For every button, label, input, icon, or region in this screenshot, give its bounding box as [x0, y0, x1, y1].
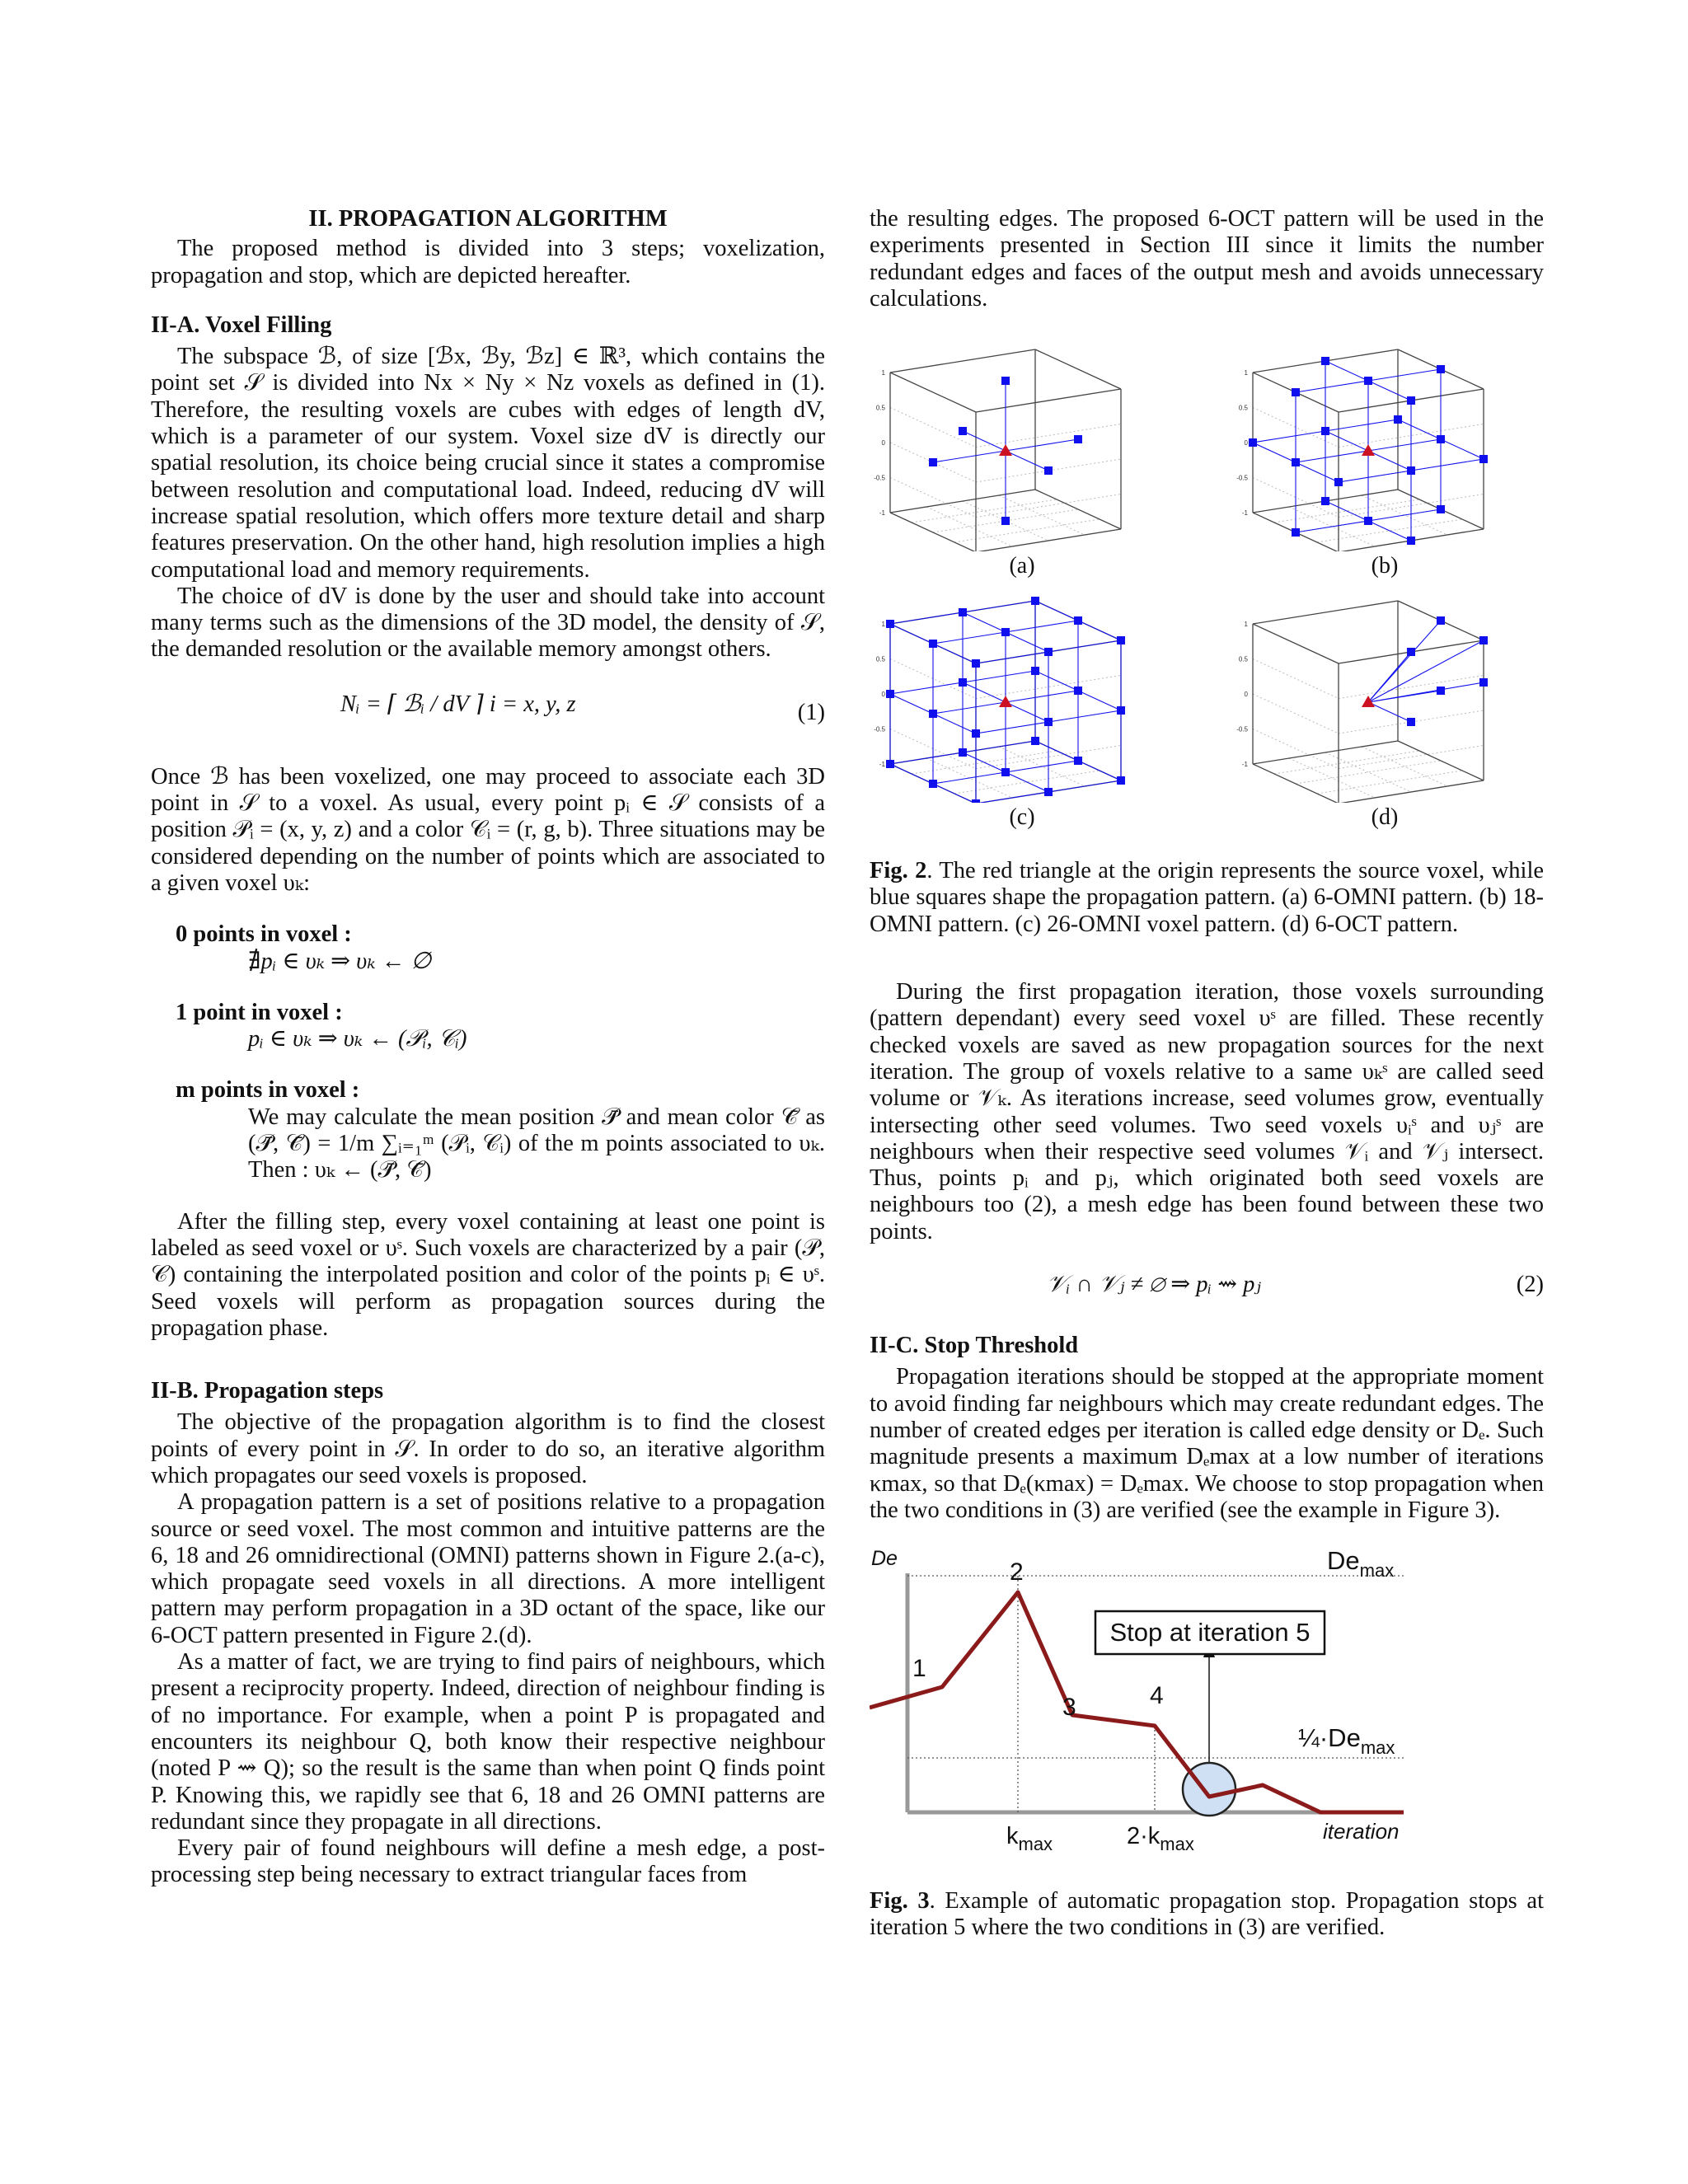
blue-voxel-marker — [929, 710, 937, 718]
figure-2 — [870, 345, 1544, 848]
grid-line — [1253, 729, 1339, 769]
subsection-c-title: II-C. Stop Threshold — [870, 1333, 1079, 1359]
paragraph-a1: The subspace ℬ, of size [ℬx, ℬy, ℬz] ∈ ℝ³, which contains the point set 𝒮 is divided into Nx × Ny × Nz voxels as defined in (1). Therefore, the resulting voxels are cubes with edges of length dV, which is a parameter of our system. Voxel size dV is directly our spatial resolution, its choice being crucial since it states a compromise between resolution and computational load. Indeed, reducing dV will increase spatial resolution, which offers more texture detail and sharp features preservation. On the other hand, high resolution implies a high computational load and memory requirements. — [151, 344, 825, 583]
paragraph-c1: Propagation iterations should be stopped at the appropriate moment to avoid finding far neighbours which may create redundant edges. The number of created edges per iteration is called edge density or Dₑ. Such magnitude presents a maximum Dₑmax at a low number of iterations κmax, so that Dₑ(κmax) = Dₑmax. We choose to stop propagation when the two conditions in (3) are verified (see the example in Figure 3). — [870, 1364, 1544, 1523]
pattern-link — [1006, 439, 1078, 451]
figure-3-plot — [870, 1540, 1544, 1878]
pattern-link — [1325, 419, 1398, 431]
z-tick-label: -1 — [1241, 761, 1248, 769]
pattern-link — [963, 431, 1006, 451]
blue-voxel-marker — [1031, 597, 1039, 605]
blue-voxel-marker — [1407, 718, 1415, 726]
blue-voxel-marker — [972, 729, 980, 738]
fig3-point-label-1: 1 — [912, 1655, 926, 1683]
figure-2a-plot — [870, 345, 1142, 551]
blue-voxel-marker — [1364, 517, 1372, 525]
z-tick-label: -1 — [879, 761, 885, 769]
grid-line — [999, 495, 1085, 535]
blue-voxel-marker — [1044, 648, 1053, 656]
figure-2d-label: (d) — [1371, 804, 1399, 831]
paragraph-a4: After the filling step, every voxel containing at least one point is labeled as seed voxel or υˢ. Such voxels are characterized by a pair (𝒫, 𝒞) containing the interpolated position and color of the points pᵢ ∈ υˢ. Seed voxels will perform as propagation sources during the propagation phase. — [151, 1208, 825, 1341]
fig3-2kmax-sub: max — [1160, 1834, 1194, 1855]
blue-voxel-marker — [959, 608, 967, 616]
fig3-point-label-4: 4 — [1150, 1682, 1164, 1710]
figure-2-caption — [870, 858, 1544, 938]
pattern-link — [933, 772, 1006, 784]
blue-voxel-marker — [1321, 497, 1329, 505]
pattern-link — [1078, 691, 1121, 710]
blue-voxel-marker — [1479, 455, 1488, 463]
pattern-link — [1006, 451, 1048, 471]
pattern-link — [890, 694, 933, 714]
fig3-quarter-main: ¼·De — [1298, 1723, 1361, 1753]
blue-voxel-marker — [1321, 427, 1329, 435]
equation-2 — [870, 1258, 1544, 1316]
z-tick-label: 0.5 — [1238, 655, 1248, 663]
blue-voxel-marker — [886, 620, 894, 628]
pattern-link — [1006, 691, 1078, 702]
section-title: II. PROPAGATION ALGORITHM — [308, 206, 668, 232]
cube-edge — [976, 529, 1121, 551]
subsection-a-title: II-A. Voxel Filling — [151, 312, 332, 338]
blue-voxel-marker — [1437, 365, 1445, 373]
pattern-link — [1048, 710, 1121, 722]
case-1-heading: 1 point in voxel : — [176, 999, 343, 1025]
pattern-link — [1078, 621, 1121, 640]
blue-voxel-marker — [1117, 776, 1125, 785]
pattern-link — [933, 784, 976, 803]
blue-voxel-marker — [1394, 415, 1402, 424]
blue-voxel-marker — [886, 760, 894, 768]
fig3-point-label-2: 2 — [1010, 1558, 1024, 1586]
fig3-stop-box-label: Stop at iteration 5 — [1109, 1618, 1311, 1647]
blue-voxel-marker — [1044, 466, 1053, 475]
pattern-link — [1325, 431, 1368, 451]
cube-edge — [890, 513, 976, 551]
pattern-link — [1006, 632, 1048, 652]
z-tick-label: -1 — [1241, 509, 1248, 518]
cube-edge — [1253, 741, 1398, 764]
pattern-link — [963, 741, 1035, 752]
z-tick-label: 0.5 — [1238, 404, 1248, 412]
z-tick-label: 0.5 — [875, 655, 885, 663]
blue-voxel-marker — [1001, 628, 1010, 636]
grid-line — [890, 478, 976, 518]
equation-2-expression: 𝒱ᵢ ∩ 𝒱ⱼ ≠ ∅ ⇒ pᵢ ⇝ pⱼ — [1047, 1272, 1261, 1298]
blue-voxel-marker — [1334, 478, 1343, 486]
blue-voxel-marker — [1364, 377, 1372, 385]
blue-voxel-marker — [1437, 687, 1445, 695]
cube-edge — [1035, 490, 1121, 529]
figure-2d-plot — [1232, 597, 1504, 803]
case-0-heading: 0 points in voxel : — [176, 921, 352, 948]
cube-edge — [1253, 601, 1398, 624]
figure-2c-plot — [870, 597, 1142, 803]
cube-edge — [1398, 741, 1484, 780]
pattern-link — [890, 682, 963, 694]
blue-voxel-marker — [1437, 505, 1445, 513]
fig3-point-label-3: 3 — [1062, 1694, 1076, 1722]
blue-voxel-marker — [886, 690, 894, 698]
voxel-cases — [176, 921, 825, 1183]
equation-1 — [151, 677, 825, 751]
blue-voxel-marker — [1407, 466, 1415, 475]
blue-voxel-marker — [1479, 636, 1488, 644]
z-tick-label: 0 — [881, 691, 885, 699]
pattern-link — [1048, 640, 1121, 652]
left-column — [151, 206, 825, 1889]
blue-voxel-marker — [1074, 687, 1082, 695]
pattern-link — [1035, 601, 1078, 621]
pattern-link — [1325, 501, 1368, 521]
blue-voxel-marker — [1479, 678, 1488, 687]
fig3-2kmax-label — [1127, 1823, 1194, 1854]
pattern-link — [933, 451, 1006, 462]
equation-2-number: (2) — [1516, 1272, 1544, 1298]
z-tick-label: -0.5 — [1236, 474, 1248, 482]
blue-voxel-marker — [1407, 396, 1415, 405]
pattern-link — [1368, 451, 1411, 471]
subsection-b-title: II-B. Propagation steps — [151, 1378, 384, 1404]
blue-voxel-marker — [929, 640, 937, 648]
fig3-quarter-label — [1298, 1723, 1395, 1758]
fig3-demax-sub: max — [1359, 1560, 1395, 1582]
blue-voxel-marker — [959, 678, 967, 687]
blue-voxel-marker — [1074, 616, 1082, 625]
blue-voxel-marker — [1031, 667, 1039, 675]
z-tick-label: 0 — [881, 439, 885, 448]
blue-voxel-marker — [1321, 357, 1329, 365]
cube-edge — [1253, 624, 1339, 663]
paragraph-b1: The objective of the propagation algorithm is to find the closest points of every point in 𝒮. In order to do so, an iterative algorithm which propagates our seed voxels is proposed. — [151, 1409, 825, 1488]
pattern-link — [1078, 761, 1121, 780]
blue-voxel-marker — [1044, 718, 1053, 726]
cube-edge — [1035, 349, 1121, 389]
grid-line — [1253, 694, 1339, 733]
blue-voxel-marker — [972, 659, 980, 668]
pattern-link — [1368, 509, 1441, 521]
pattern-link — [963, 671, 1035, 682]
pattern-link — [1368, 381, 1411, 401]
grid-line — [1253, 659, 1339, 699]
paragraph-a3: Once ℬ has been voxelized, one may proceed to associate each 3D point in 𝒮 to a voxel. As usual, every point pᵢ ∈ 𝒮 consists of a position 𝒫ᵢ = (x, y, z) and a color 𝒞ᵢ = (r, g, b). Three situations may be considered depending on the number of points which are associated to a given voxel υₖ: — [151, 763, 825, 896]
blue-voxel-marker — [972, 799, 980, 803]
grid-line — [1362, 747, 1447, 786]
pattern-link — [1006, 761, 1078, 772]
figure-3 — [870, 1540, 1544, 1878]
blue-voxel-marker — [929, 780, 937, 788]
figure-3-caption-label: Fig. 3 — [870, 1888, 930, 1915]
pattern-link — [976, 792, 1048, 803]
pattern-link — [1368, 521, 1411, 541]
pattern-link — [976, 652, 1048, 663]
blue-voxel-marker — [1001, 768, 1010, 776]
blue-voxel-marker — [929, 458, 937, 466]
z-tick-label: -0.5 — [874, 725, 885, 733]
pattern-link — [963, 752, 1006, 772]
z-tick-label: 1 — [881, 621, 885, 629]
blue-voxel-marker — [1249, 438, 1257, 447]
z-tick-label: -0.5 — [1236, 725, 1248, 733]
fig3-kmax-label — [1006, 1823, 1053, 1854]
pattern-link — [1296, 381, 1368, 392]
z-tick-label: 1 — [1244, 621, 1248, 629]
pattern-link — [1296, 521, 1368, 532]
pattern-link — [963, 682, 1006, 702]
figure-2b-label: (b) — [1371, 553, 1399, 579]
pattern-link — [1048, 780, 1121, 792]
continued-paragraph: the resulting edges. The proposed 6-OCT pattern will be used in the experiments presented in Section III since it limits the number redundant edges and faces of the output mesh and avoids unnecessary calculations. — [870, 206, 1544, 312]
z-tick-label: -0.5 — [874, 474, 885, 482]
grid-line — [912, 499, 1057, 523]
pattern-link — [963, 612, 1006, 632]
pattern-link — [1006, 621, 1078, 632]
pattern-link — [933, 714, 976, 733]
blue-voxel-marker — [959, 748, 967, 757]
grid-line — [1274, 751, 1419, 774]
fig3-x-label: iteration — [1323, 1819, 1400, 1844]
pattern-link — [1368, 682, 1484, 702]
cube-edge — [890, 373, 976, 412]
pattern-link — [1296, 451, 1368, 462]
pattern-link — [890, 612, 963, 624]
pattern-link — [890, 752, 963, 764]
fig3-y-label: De — [871, 1547, 898, 1571]
fig3-2kmax-main: 2·k — [1127, 1823, 1160, 1850]
cube-edge — [976, 389, 1121, 412]
cube-edge — [1339, 780, 1484, 803]
pattern-link — [1253, 431, 1325, 443]
cube-edge — [890, 490, 1035, 513]
pattern-link — [1253, 443, 1296, 462]
z-tick-label: -1 — [879, 509, 885, 518]
pattern-link — [963, 601, 1035, 612]
paragraph-b2: A propagation pattern is a set of positions relative to a propagation source or seed voxel. The most common and intuitive patterns are the 6, 18 and 26 omnidirectional (OMNI) patterns shown in Figure 2.(a-c), which propagate seed voxels in all directions. A more intelligent pattern may perform propagation in a 3D octant of the space, like our 6-OCT pattern presented in Figure 2.(d). — [151, 1489, 825, 1648]
z-tick-label: 0.5 — [875, 404, 885, 412]
pattern-link — [1368, 702, 1411, 722]
equation-1-number: (1) — [797, 699, 825, 725]
figure-3-caption-text: . Example of automatic propagation stop. Propagation stops at iteration 5 where the two conditions in (3) are verified. — [870, 1888, 1544, 1941]
paragraph-a2: The choice of dV is done by the user and should take into account many terms such as the dimensions of the 3D model, the density of 𝒮, the demanded resolution or the available memory amongst others. — [151, 583, 825, 663]
fig3-quarter-sub: max — [1360, 1737, 1395, 1759]
blue-voxel-marker — [1044, 788, 1053, 796]
figure-2c-label: (c) — [1009, 804, 1035, 831]
figure-3-caption — [870, 1888, 1544, 1942]
paragraph-iteration: During the first propagation iteration, those voxels surrounding (pattern dependant) every seed voxel υˢ are filled. These recently checked voxels are saved as new propagation sources for the next iteration. The group of voxels relative to a same υₖˢ are called seed volume or 𝒱ₖ. As iterations increase, seed volumes grow, eventually intersecting other seed volumes. Two seed voxels υᵢˢ and υⱼˢ are neighbours when their respective seed volumes 𝒱ᵢ and 𝒱ⱼ intersect. Thus, points pᵢ and pⱼ, which originated both seed voxels are neighbours too (2), a mesh edge has been found between these two points. — [870, 979, 1544, 1244]
grid-line — [926, 507, 1012, 546]
case-1-body: pᵢ ∈ υₖ ⇒ υₖ ← (𝒫ᵢ, 𝒞ᵢ) — [248, 1026, 467, 1052]
paragraph-b3: As a matter of fact, we are trying to find pairs of neighbours, which present a reciprocity property. Indeed, direction of neighbour finding is of no importance. For example, when a point P is propagated and encounters its neighbour Q, both know their respective neighbour (noted P ⇝ Q); so the result is the same than when point Q finds point P. Knowing this, we rapidly see that 6, 18 and 26 OMNI patterns are redundant since they propagate in all directions. — [151, 1649, 825, 1835]
figure-2a-label: (a) — [1009, 553, 1035, 579]
blue-voxel-marker — [1074, 435, 1082, 443]
pattern-link — [1339, 471, 1411, 482]
pattern-link — [1006, 772, 1048, 792]
pattern-link — [1368, 652, 1411, 702]
grid-line — [1289, 758, 1375, 798]
pattern-link — [1368, 439, 1441, 451]
cube-edge — [890, 349, 1035, 373]
case-0-body: ∄pᵢ ∈ υₖ ⇒ υₖ ← ∅ — [248, 948, 432, 974]
pattern-link — [890, 624, 933, 644]
pattern-link — [1006, 702, 1048, 722]
blue-voxel-marker — [1407, 648, 1415, 656]
case-m-body: We may calculate the mean position 𝒫̄ and mean color 𝒞̄ as (𝒫̄, 𝒞̄) = 1/m ∑ᵢ₌₁ᵐ (𝒫ᵢ, 𝒞ᵢ) of the m points associated to υₖ. Then : υₖ ← (𝒫̄, 𝒞̄) — [248, 1104, 825, 1183]
pattern-link — [976, 722, 1048, 733]
blue-voxel-marker — [959, 427, 967, 435]
blue-voxel-marker — [1407, 537, 1415, 545]
pattern-link — [1411, 459, 1484, 471]
blue-voxel-marker — [1074, 757, 1082, 765]
fig3-kmax-main: k — [1006, 1823, 1019, 1850]
pattern-link — [1368, 369, 1441, 381]
blue-voxel-marker — [1117, 706, 1125, 715]
blue-voxel-marker — [1292, 388, 1300, 396]
figure-2-caption-text: . The red triangle at the origin represents the source voxel, while blue squares shape the propagation pattern. (a) 6-OMNI pattern. (b) 18-OMNI pattern. (c) 26-OMNI voxel pattern. (d) 6-OCT pattern. — [870, 858, 1545, 937]
paragraph-b4: Every pair of found neighbours will define a mesh edge, a post-processing step being necessary to extract triangular faces from — [151, 1835, 825, 1888]
pattern-link — [933, 632, 1006, 644]
z-tick-label: 0 — [1244, 439, 1248, 448]
blue-voxel-marker — [1001, 377, 1010, 385]
z-tick-label: 1 — [1244, 369, 1248, 377]
figure-2b-plot — [1232, 345, 1504, 551]
case-m-heading: m points in voxel : — [176, 1077, 360, 1104]
blue-voxel-marker — [1292, 528, 1300, 537]
pattern-link — [933, 644, 976, 663]
blue-voxel-marker — [1117, 636, 1125, 644]
right-column — [870, 206, 1544, 1942]
intro-paragraph: The proposed method is divided into 3 steps; voxelization, propagation and stop, which are depicted hereafter. — [151, 236, 825, 288]
blue-voxel-marker — [1437, 616, 1445, 625]
pattern-link — [933, 702, 1006, 714]
blue-voxel-marker — [1031, 737, 1039, 745]
cube-edge — [1253, 764, 1339, 803]
pattern-link — [1441, 439, 1484, 459]
pattern-link — [1325, 361, 1368, 381]
fig3-kmax-sub: max — [1018, 1834, 1053, 1855]
pattern-link — [890, 764, 933, 784]
z-tick-label: 1 — [881, 369, 885, 377]
equation-1-expression: Nᵢ = ⌈ ℬᵢ / dV ⌉ i = x, y, z — [340, 691, 576, 717]
fig3-demax-main: De — [1327, 1546, 1360, 1576]
figure-2-caption-label: Fig. 2 — [870, 858, 927, 884]
blue-voxel-marker — [1437, 435, 1445, 443]
blue-voxel-marker — [1292, 458, 1300, 466]
z-tick-label: 0 — [1244, 691, 1248, 699]
pattern-link — [1296, 462, 1339, 482]
blue-voxel-marker — [1001, 517, 1010, 525]
